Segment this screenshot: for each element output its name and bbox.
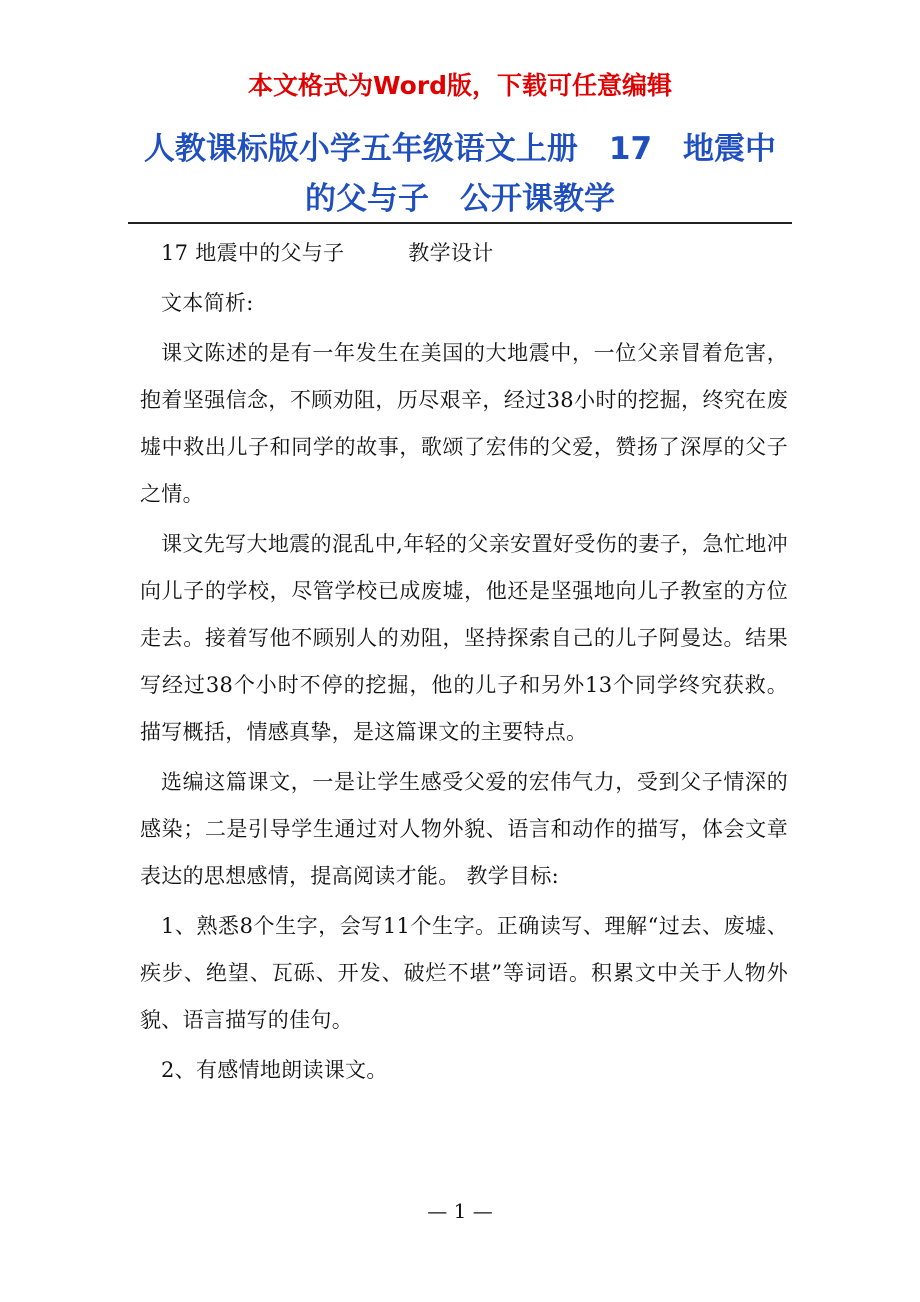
goal-item-1: 1、熟悉8个生字，会写11个生字。正确读写、理解“过去、废墟、疾步、绝望、瓦砾、开发、破烂不堪”等词语。积累文中关于人物外貌、语言描写的佳句。 [140,914,788,1032]
lesson-heading: 17 地震中的父与子 教学设计 [161,241,494,265]
paragraph-summary: 课文陈述的是有一年发生在美国的大地震中，一位父亲冒着危害，抱着坚强信念，不顾劝阻，历尽艰辛，经过38小时的挖掘，终究在废墟中救出儿子和同学的故事，歌颂了宏伟的父爱，赞扬了深厚的父子之情。 [140,341,788,506]
download-banner: 本文格式为Word版，下载可任意编辑 [247,71,673,100]
goal-item-2: 2、有感情地朗读课文。 [161,1058,388,1082]
page-number: — 1 — [427,1199,493,1223]
document-body [140,230,788,1094]
paragraph-structure: 课文先写大地震的混乱中,年轻的父亲安置好受伤的妻子，急忙地冲向儿子的学校，尽管学校已成废墟，他还是坚强地向儿子教室的方位走去。接着写他不顾别人的劝阻，坚持探索自己的儿子阿曼达。结果写经过38个小时不停的挖掘，他的儿子和另外13个同学终究获救。描写概括，情感真挚，是这篇课文的主要特点。 [140,532,788,744]
document-title: 人教课标版小学五年级语文上册 17 地震中的父与子 公开课教学 [143,131,777,217]
title-divider [128,222,792,224]
section-heading-text-analysis: 文本简析: [161,291,254,315]
paragraph-purpose-and-goals: 选编这篇课文，一是让学生感受父爱的宏伟气力，受到父子情深的感染；二是引导学生通过对人物外貌、语言和动作的描写，体会文章表达的思想感情，提高阅读才能。 教学目标: [140,770,788,888]
